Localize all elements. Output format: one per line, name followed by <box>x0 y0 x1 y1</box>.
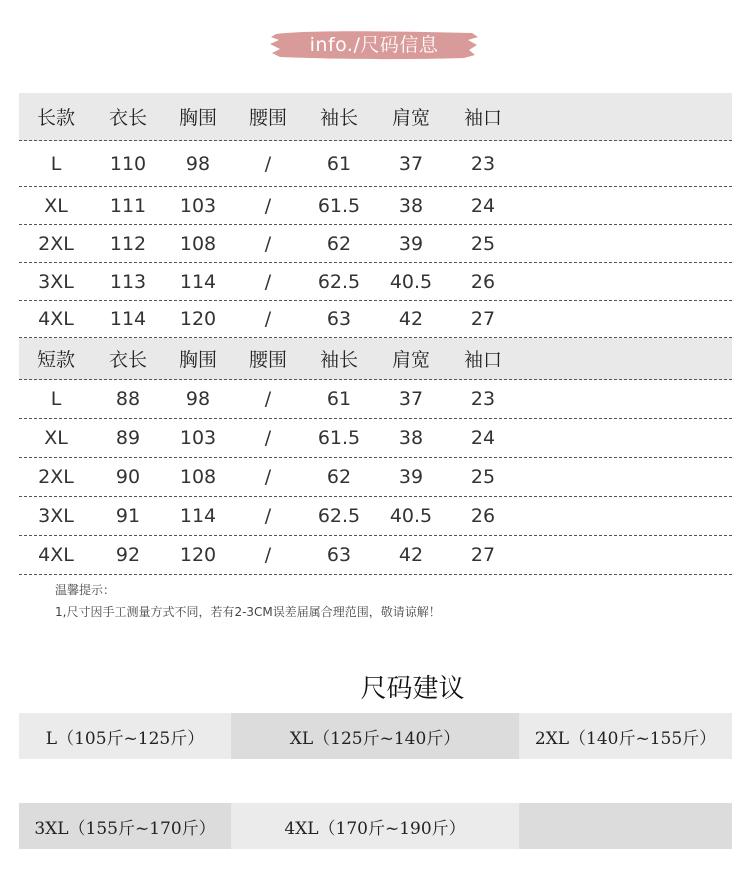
table-cell: 98 <box>185 152 211 175</box>
table-cell: L <box>50 388 62 410</box>
table-cell: 39 <box>398 466 424 488</box>
table-cell: 4XL <box>38 308 74 330</box>
table-cell: / <box>264 388 272 410</box>
table-cell: / <box>264 427 272 449</box>
table-cell: 61 <box>326 388 352 410</box>
recommendation-row-1 <box>19 713 732 759</box>
table-cell: 25 <box>470 232 496 255</box>
table-cell: 62 <box>326 232 352 255</box>
rec-cell: 4XL（170斤~190斤） <box>231 803 519 849</box>
table-cell: 42 <box>398 544 424 566</box>
size-table <box>19 93 732 575</box>
table-cell: 92 <box>115 544 141 566</box>
column-header: 肩宽 <box>391 107 430 129</box>
table-cell: 114 <box>179 505 217 527</box>
table-cell: 114 <box>179 270 217 293</box>
table-cell: 91 <box>115 505 141 527</box>
table-cell: 113 <box>109 270 147 293</box>
table-cell: 108 <box>179 466 217 488</box>
table-cell: 37 <box>398 388 424 410</box>
table-cell: 103 <box>179 194 217 217</box>
table-cell: 40.5 <box>389 505 433 527</box>
table-cell: 120 <box>179 308 217 330</box>
table-cell: 62.5 <box>317 505 361 527</box>
table-row <box>19 187 732 225</box>
table-row <box>19 458 732 497</box>
table-cell: / <box>264 270 272 293</box>
table-cell: 3XL <box>38 270 74 293</box>
table-row <box>19 380 732 419</box>
table-row <box>19 141 732 187</box>
table-cell: 26 <box>470 505 496 527</box>
column-header: 胸围 <box>178 107 217 129</box>
column-header: 袖口 <box>463 349 502 371</box>
table-row <box>19 419 732 458</box>
table-cell: / <box>264 544 272 566</box>
table-cell: 62 <box>326 466 352 488</box>
table-cell: 62.5 <box>317 270 361 293</box>
table-row <box>19 225 732 263</box>
table-cell: 2XL <box>38 232 74 255</box>
column-header: 衣长 <box>108 349 147 371</box>
table-cell: 40.5 <box>389 270 433 293</box>
recommendation-title: 尺码建议 <box>360 674 465 704</box>
table-cell: 98 <box>185 388 211 410</box>
table-cell: / <box>264 232 272 255</box>
table-cell: 37 <box>398 152 424 175</box>
column-header: 肩宽 <box>391 349 430 371</box>
table-cell: 27 <box>470 308 496 330</box>
column-header: 长款 <box>36 107 75 129</box>
table-cell: 61 <box>326 152 352 175</box>
page-title: info./尺码信息 <box>309 34 439 56</box>
rec-cell: 2XL（140斤~155斤） <box>519 713 732 759</box>
table-cell: / <box>264 152 272 175</box>
table-cell: 112 <box>109 232 147 255</box>
table-cell: 25 <box>470 466 496 488</box>
rec-cell: XL（125斤~140斤） <box>231 713 519 759</box>
column-header: 腰围 <box>248 349 287 371</box>
column-header: 腰围 <box>248 107 287 129</box>
table-cell: 38 <box>398 427 424 449</box>
table-cell: 90 <box>115 466 141 488</box>
title-badge <box>268 28 480 62</box>
table-cell: 63 <box>326 544 352 566</box>
table-cell: 38 <box>398 194 424 217</box>
table-cell: 24 <box>470 194 496 217</box>
note-heading: 温馨提示： <box>55 583 116 597</box>
table-cell: 114 <box>109 308 147 330</box>
table-cell: XL <box>44 427 68 449</box>
table-header-row <box>19 338 732 380</box>
table-cell: / <box>264 505 272 527</box>
table-cell: 4XL <box>38 544 74 566</box>
table-cell: 24 <box>470 427 496 449</box>
column-header: 袖长 <box>319 349 358 371</box>
table-cell: L <box>50 152 62 175</box>
rec-cell: 3XL（155斤~170斤） <box>19 803 231 849</box>
column-header: 袖长 <box>319 107 358 129</box>
table-cell: 23 <box>470 388 496 410</box>
table-row <box>19 263 732 301</box>
table-row <box>19 301 732 338</box>
table-cell: 61.5 <box>317 194 361 217</box>
table-cell: / <box>264 194 272 217</box>
table-cell: / <box>264 308 272 330</box>
table-cell: XL <box>44 194 68 217</box>
table-cell: 111 <box>109 194 147 217</box>
table-cell: 61.5 <box>317 427 361 449</box>
recommendation-row-2 <box>19 803 732 849</box>
rec-cell <box>519 803 732 849</box>
table-cell: 27 <box>470 544 496 566</box>
note-text: 1,尺寸因手工测量方式不同，若有2-3CM误差届属合理范围，敬请谅解！ <box>55 605 441 619</box>
table-cell: 110 <box>109 152 147 175</box>
table-cell: 3XL <box>38 505 74 527</box>
table-cell: 103 <box>179 427 217 449</box>
rec-cell: L（105斤~125斤） <box>19 713 231 759</box>
column-header: 短款 <box>36 349 75 371</box>
table-row <box>19 536 732 575</box>
table-cell: 42 <box>398 308 424 330</box>
table-cell: 88 <box>115 388 141 410</box>
table-cell: 63 <box>326 308 352 330</box>
table-cell: 23 <box>470 152 496 175</box>
table-cell: 39 <box>398 232 424 255</box>
table-cell: / <box>264 466 272 488</box>
table-cell: 2XL <box>38 466 74 488</box>
column-header: 袖口 <box>463 107 502 129</box>
table-cell: 89 <box>115 427 141 449</box>
table-cell: 120 <box>179 544 217 566</box>
column-header: 衣长 <box>108 107 147 129</box>
table-row <box>19 497 732 536</box>
table-cell: 26 <box>470 270 496 293</box>
table-header-row <box>19 93 732 141</box>
column-header: 胸围 <box>178 349 217 371</box>
table-cell: 108 <box>179 232 217 255</box>
